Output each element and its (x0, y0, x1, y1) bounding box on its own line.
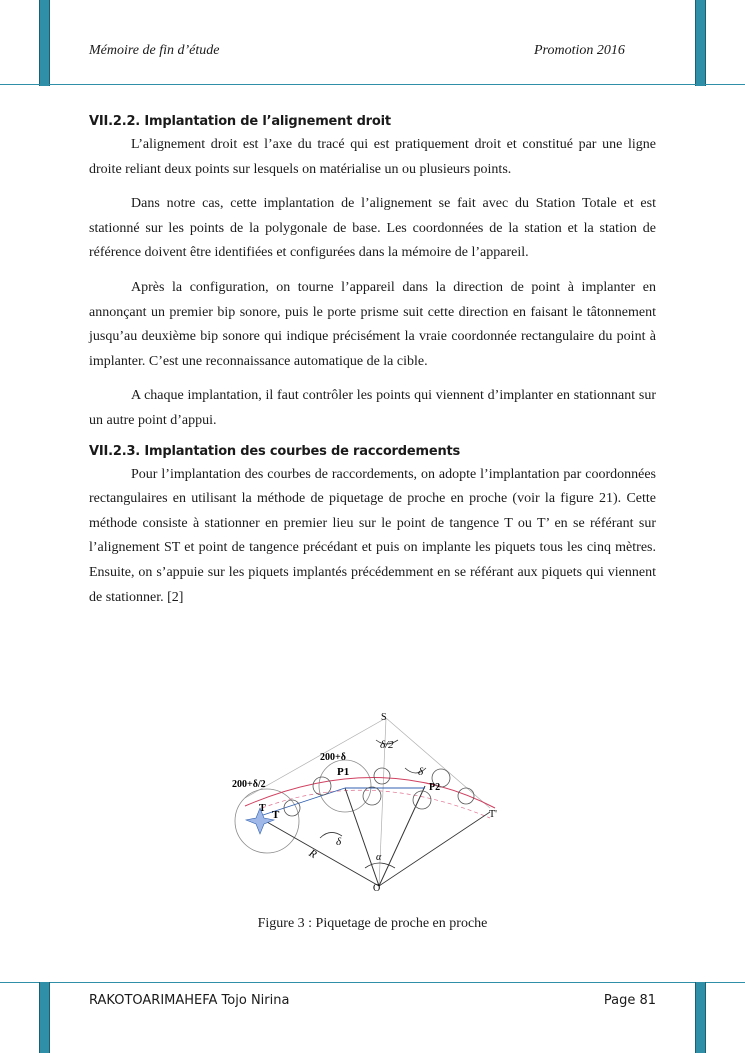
label-t-prime: T' (489, 809, 497, 820)
paragraph: Pour l’implantation des courbes de raccordements, on adopte l’implantation par coordonnées rectangulaires en utilisant la méthode de piquetage de proche en proche (voir la figure 21). Cette méthode consiste à stationner en premier lieu sur le point de tangence T ou T’ en se référant sur l’alignement ST et point de tangence précédant et puis on implante les piquets tous les cinq mètres. Ensuite, on s’appuie sur les piquets implantés précédemment en se référant aux piquets qui viennent de stationner. [2] (89, 466, 656, 605)
label-r: R (306, 847, 319, 861)
label-t-upper: T (259, 803, 266, 814)
label-angle-200-t: 200+δ/2 (232, 779, 266, 790)
label-p1: P1 (337, 766, 350, 778)
header-rule (0, 84, 745, 85)
paragraph: L’alignement droit est l’axe du tracé qui est pratiquement droit et constitué par une ligne droite reliant deux points sur lesquels on matérialise un ou plusieurs points. (89, 137, 656, 177)
section-title: VII.2.3. Implantation des courbes de raccordements (89, 443, 461, 459)
footer-rule (0, 982, 745, 983)
label-o: O (373, 883, 381, 894)
left-header-bar (39, 0, 50, 86)
paragraph: Dans notre cas, cette implantation de l’alignement se fait avec du Station Totale et est stationné sur les points de la polygonale de base. Les coordonnées de la station et la station de référence doivent être identifiées et configurées dans la mémoire de l’appareil. (89, 196, 656, 261)
piquetage-figure (150, 708, 595, 898)
left-footer-bar (39, 982, 50, 1053)
piquetage-diagram (150, 708, 595, 898)
label-angle-200-p1: 200+δ (320, 752, 346, 763)
label-p2: P2 (429, 782, 441, 793)
label-delta-mid: δ (418, 766, 424, 778)
label-alpha: α (376, 852, 382, 863)
header-title: Mémoire de fin d’étude (89, 43, 220, 58)
section-title: VII.2.2. Implantation de l’alignement droit (89, 114, 391, 129)
label-t-bold: T (272, 809, 280, 821)
page-content (89, 114, 656, 620)
right-footer-bar (695, 982, 706, 1053)
label-delta-low: δ (336, 836, 342, 848)
paragraph: Après la configuration, on tourne l’appareil dans la direction de point à implanter en annonçant un premier bip sonore, puis le porte prisme suit cette direction en faisant le tâtonnement jusqu’au deuxième bip sonore qui indique précisément la vraie coordonnée rectangulaire du point à implanter. C’est une reconnaissance automatique de la cible. (89, 279, 656, 369)
label-delta-half-top: δ/2 (380, 739, 394, 751)
header-promotion: Promotion 2016 (534, 43, 625, 58)
right-header-bar (695, 0, 706, 86)
footer-page-number: Page 81 (603, 993, 656, 1008)
paragraph: A chaque implantation, il faut contrôler les points qui viennent d’implanter en stationnant sur un autre point d’appui. (89, 388, 656, 428)
figure-caption: Figure 3 : Piquetage de proche en proche (257, 916, 488, 931)
label-s: S (381, 712, 387, 723)
footer-author: RAKOTOARIMAHEFA Tojo Nirina (89, 993, 290, 1008)
